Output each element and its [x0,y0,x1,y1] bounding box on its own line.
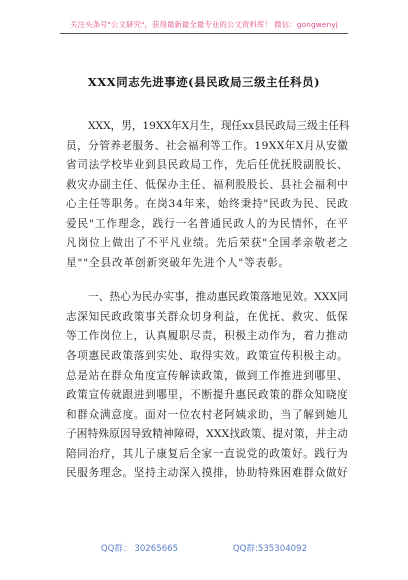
paragraph-line: 一 、 热 心 为 民 办 实 事 ， 推 动 惠 民 政 策 落 地 见 效 。 X X X 同 [88,291,348,304]
paragraph-line: 心 主 任 等 职 务 。 在 岗 3 4 年 来 ， 始 终 秉 持 " 民 政 为 民 、 民 政 [66,198,348,211]
paragraph-line: 陪 同 治 疗 ， 其 儿 子 康 复 后 全 家 一 直 说 党 的 政 策 好 。 践 行 为 [66,447,348,460]
paragraph-line: 总 是 站 在 群 众 角 度 宣 传 解 读 政 策 ， 做 到 工 作 推 进 到 哪 里 、 [66,369,348,382]
paragraph-line: 志 深 知 民 政 政 策 事 关 群 众 切 身 利 益 ， 在 优 抚 、 救 灾 、 低 保 [66,310,348,323]
paragraph-line: 民 服 务 理 念 。 坚 持 主 动 深 入 摸 排 ， 协 助 特 殊 困 难 群 众 做 好 [66,467,348,480]
paragraph-line: 各 项 惠 民 政 策 落 到 实 处 、 取 得 实 效 。 政 策 宣 传 积 极 主 动 。 [66,350,348,363]
document-title: XXX同志先进事迹(县民政局三级主任科员) [87,75,321,89]
paragraph-line: 子 困 特 殊 原 因 导 致 精 神 障 碍 ， X X X 找 政 策 、 提 对 策 ， 并 主 动 [66,428,348,441]
paragraph-line: 救 灾 办 副 主 任 、 低 保 办 主 任 、 福 利 股 股 长 、 县 社 会 福 利 中 [66,178,348,191]
paragraph-line: 爱 民 " 工 作 理 念 ， 践 行 一 名 普 通 民 政 人 的 为 民 情 怀 ， 在 平 [66,217,348,230]
paragraph-line: 等 工 作 岗 位 上 ， 认 真 履 职 尽 责 ， 积 极 主 动 作 为 ， 着 力 推 动 [66,330,348,343]
paragraph-line: 星 " " 全 县 改 革 创 新 突 破 年 先 进 个 人 " 等 表 彰 。 [66,256,290,269]
paragraph-line: 政 策 宣 传 就 跟 进 到 哪 里 ， 不 断 提 升 惠 民 政 策 的 群 众 知 晓 度 [66,389,348,402]
paragraph-line: 凡 岗 位 上 做 出 了 不 平 凡 业 绩 。 先 后 荣 获 " 全 国 孝 亲 敬 老 之 [66,237,348,250]
paragraph-line: X X X ， 男 ， 1 9 X X 年 X 月 生 ， 现 任 x x 县 民 政 局 三 级 主 任 科 [88,120,350,132]
paragraph-line: 省 司 法 学 校 毕 业 到 县 民 政 局 工 作 ， 先 后 任 优 抚 股 副 股 长 、 [66,159,348,172]
paragraph-line: 和 群 众 满 意 度 。 面 对 一 位 农 村 老 阿 姨 求 助 ， 当 了 解 到 她 儿 [66,408,348,421]
header-divider [60,33,348,34]
paragraph-gap [66,273,348,288]
footer-qq-group-1: QQ群： 30265665 [100,544,179,554]
header-banner: 关注头条号"公文研究"，获得最新最全最专业的公文资料库！ 微信：gongwenyj [70,20,338,29]
document-body [66,117,348,484]
footer-qq-group-2: QQ群:535304092 [232,544,308,554]
paragraph-line: 员 ， 分 管 养 老 服 务 、 社 会 福 利 等 工 作 。 1 9 X X 年 X 月 从 安 徽 [66,139,348,152]
footer [0,542,408,554]
